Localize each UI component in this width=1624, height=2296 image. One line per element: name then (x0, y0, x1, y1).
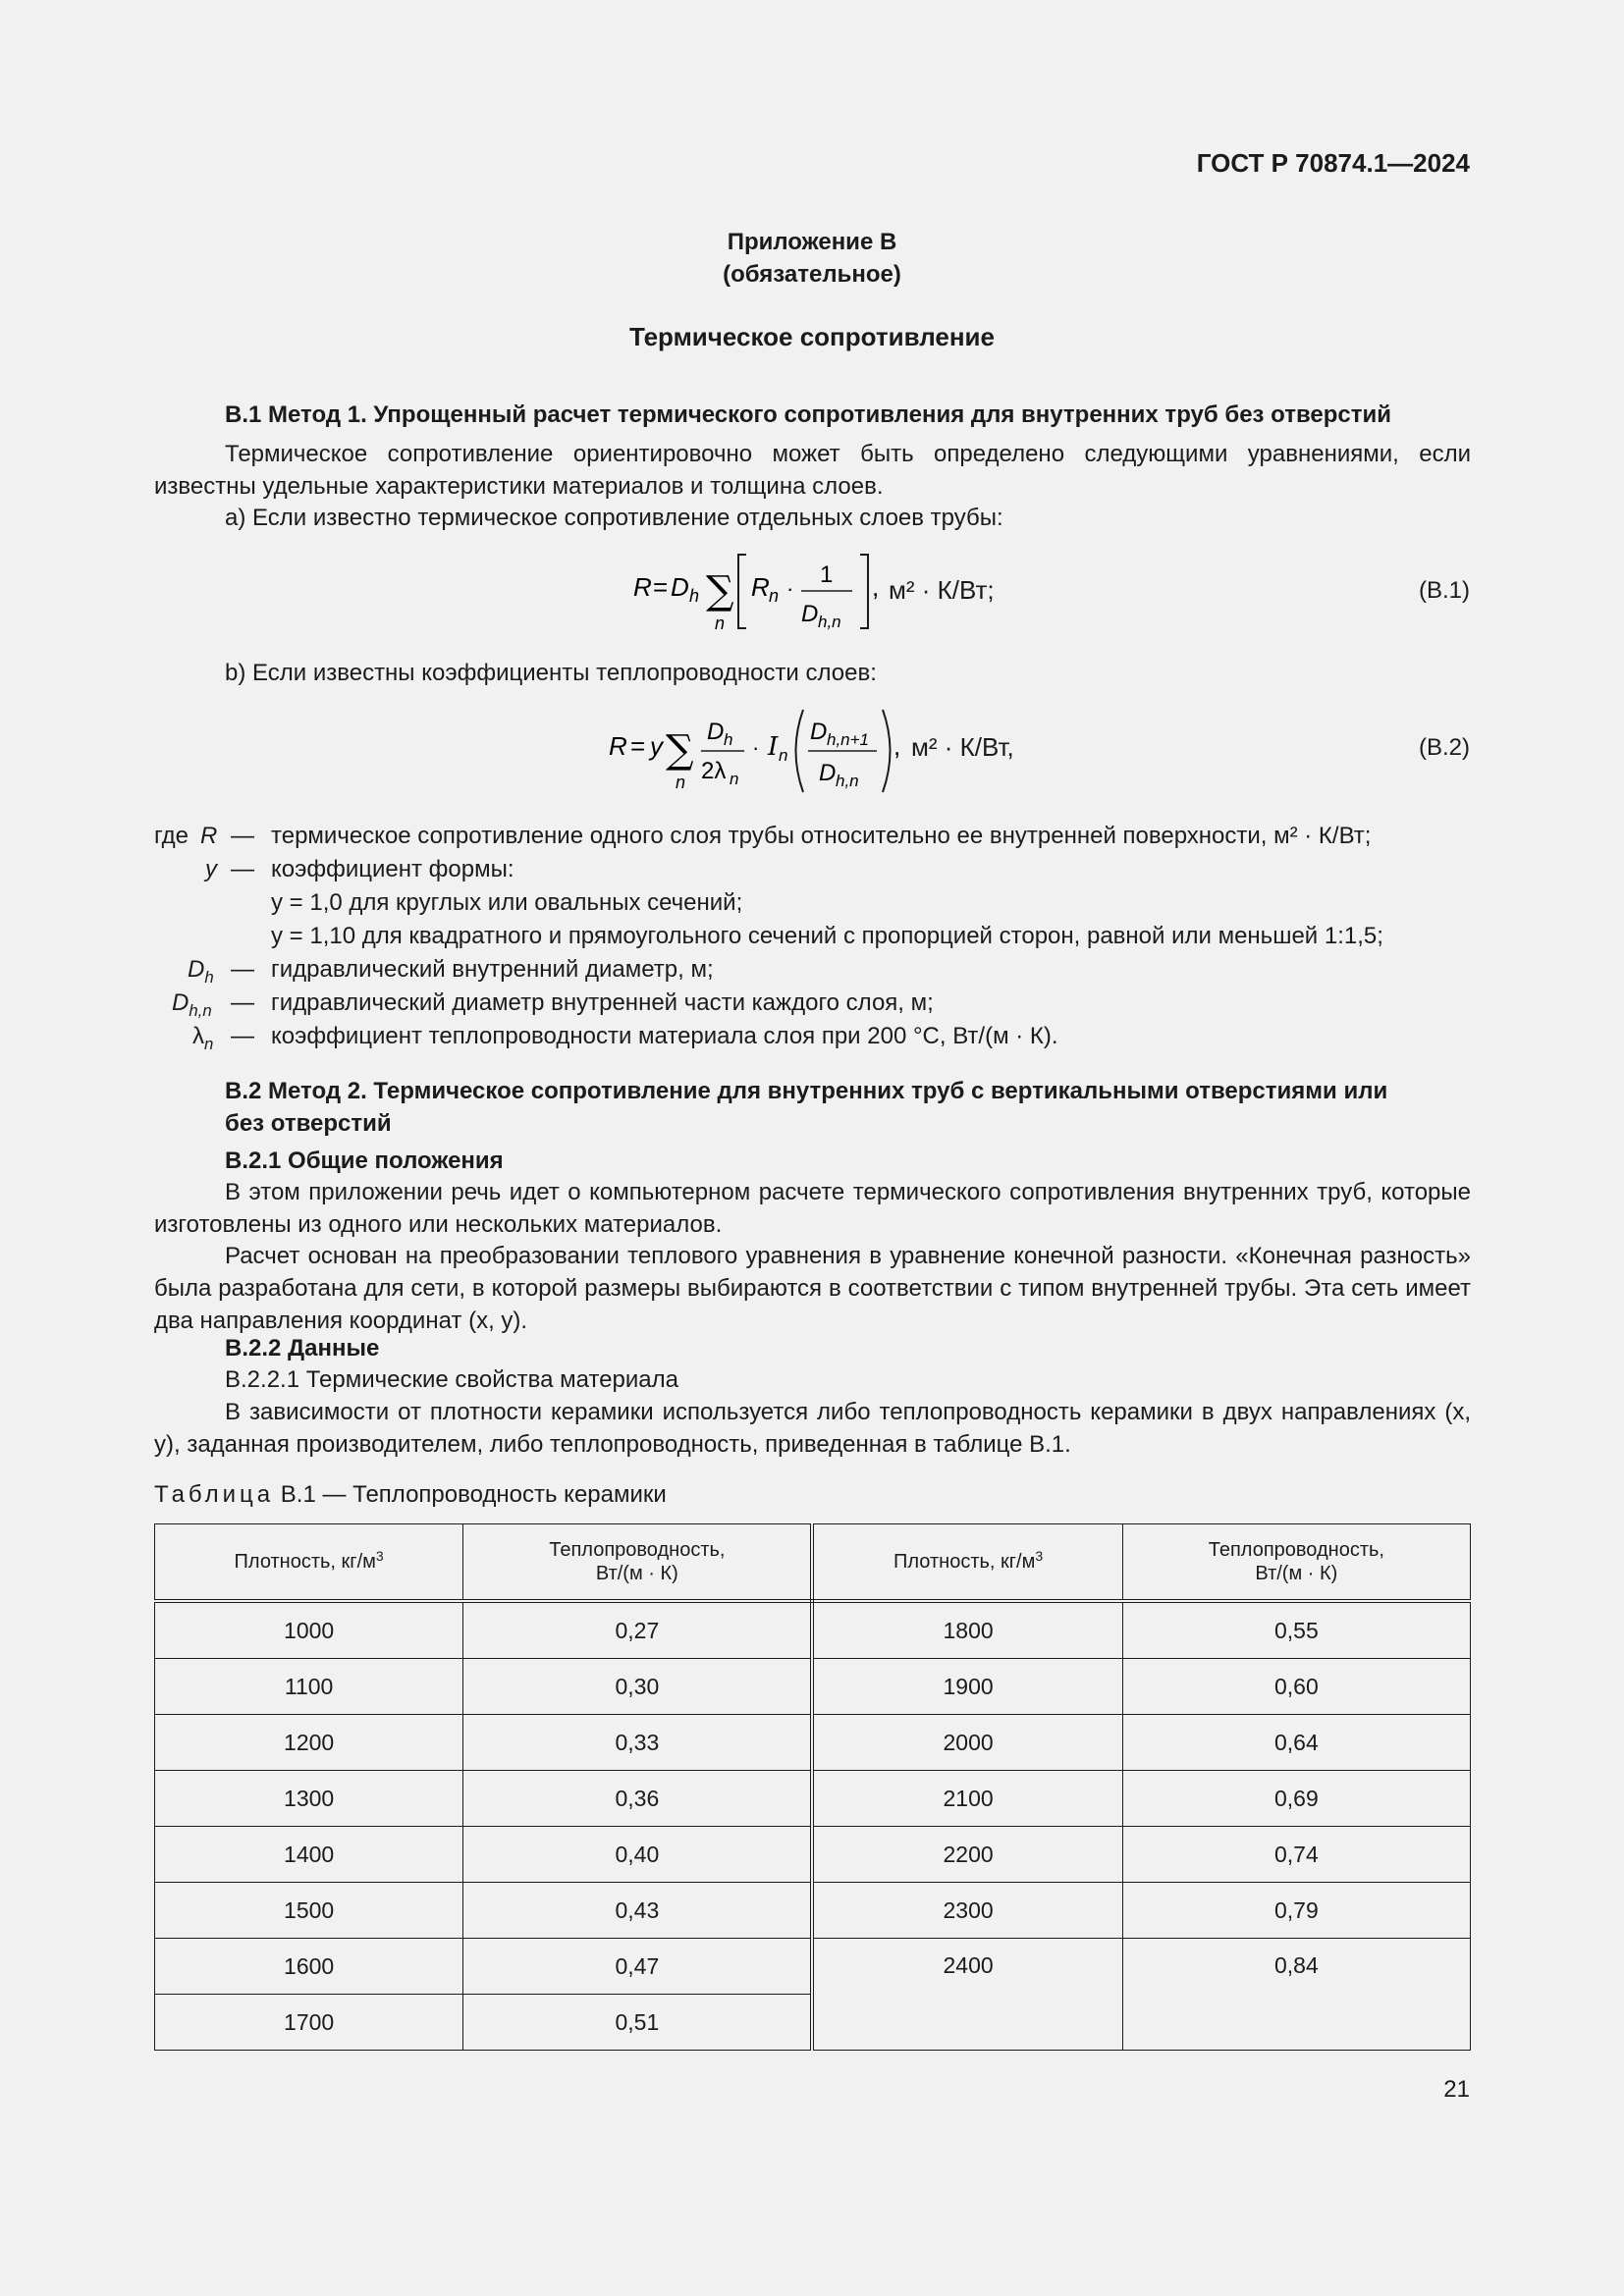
table-header-cell: Теплопроводность, Вт/(м · К) (1122, 1524, 1470, 1602)
definition-symbol: $\lambda_n$ (192, 1023, 214, 1053)
svg-text:n: n (779, 746, 788, 765)
svg-text:D: D (810, 719, 828, 745)
definition-symbol: $D_{h,n}$ (172, 989, 212, 1020)
table-caption-text: В.1 — Теплопроводность керамики (280, 1481, 667, 1508)
table-cell: 1800 (812, 1601, 1122, 1659)
svg-text:h,n+1: h,n+1 (827, 730, 870, 749)
table-cell: 2300 (812, 1883, 1122, 1939)
svg-text:1: 1 (820, 561, 834, 588)
definition-text: y = 1,10 для квадратного и прямоугольного сечений с пропорцией сторон, равной или меньшей 1:1,5; (271, 923, 1383, 949)
em-dash: — (231, 823, 254, 849)
table-header-cell: Плотность, $кг/м^3$ (155, 1524, 463, 1602)
equation-b2-units: м² · К/Вт, (911, 732, 1014, 762)
definition-text: коэффициент формы: (271, 856, 514, 882)
table-cell: 0,51 (463, 1995, 813, 2051)
table-row (155, 1659, 1471, 1715)
table-cell: 0,64 (1122, 1715, 1470, 1771)
svg-text:n: n (715, 614, 726, 633)
svg-text:n: n (676, 773, 686, 792)
svg-text:·: · (752, 735, 760, 760)
section-b221-paragraph: В зависимости от плотности керамики используется либо теплопроводность керамики в двух направлениях (x, y), заданная производителем, либо теплопроводность, приведенная в таблице В.1. (154, 1399, 1471, 1458)
table-cell: 0,36 (463, 1771, 813, 1827)
table-caption-prefix: Таблица (154, 1481, 275, 1508)
table-cell: 0,40 (463, 1827, 813, 1883)
item-a: а) Если известно термическое сопротивление отдельных слоев трубы: (225, 505, 1003, 531)
appendix-status: (обязательное) (723, 261, 901, 288)
table-cell: 2400 (812, 1939, 1122, 2051)
table-cell: 0,55 (1122, 1601, 1470, 1659)
table-cell: 0,27 (463, 1601, 813, 1659)
definition-prefix: где (154, 823, 189, 849)
appendix-title: Приложение В (727, 229, 897, 255)
svg-text:·: · (786, 576, 794, 601)
appendix-heading: Термическое сопротивление (628, 322, 995, 351)
section-b22-heading: В.2.2 Данные (225, 1335, 380, 1362)
definition-text: термическое сопротивление одного слоя трубы относительно ее внутренней поверхности, м² · К/Вт; (271, 823, 1372, 849)
equation-b1-units: м² · К/Вт; (889, 575, 995, 605)
svg-text:D: D (707, 719, 725, 745)
definition-symbol: R (200, 823, 218, 849)
table-cell: 1200 (155, 1715, 463, 1771)
svg-text:∑: ∑ (706, 568, 734, 614)
section-b21-heading: В.2.1 Общие положения (225, 1148, 504, 1174)
svg-text:R: R (609, 731, 627, 761)
table-cell: 0,69 (1122, 1771, 1470, 1827)
table-header-cell: Плотность, $кг/м^3$ (812, 1524, 1122, 1602)
section-b1-paragraph: Термическое сопротивление ориентировочно может быть определено следующими уравнениями, если известны удельные характеристики материалов и толщина слоев. (154, 441, 1471, 500)
svg-text:n: n (730, 770, 739, 788)
definition-symbol: $D_h$ (188, 956, 214, 987)
table-cell: 2000 (812, 1715, 1122, 1771)
table-cell: 2200 (812, 1827, 1122, 1883)
table-cell: 0,74 (1122, 1827, 1470, 1883)
svg-text:I: I (768, 732, 779, 762)
table-cell: 1400 (155, 1827, 463, 1883)
table-cell: 0,79 (1122, 1883, 1470, 1939)
table-cell: 0,33 (463, 1715, 813, 1771)
table-row (155, 1939, 1471, 1995)
table-cell: 1300 (155, 1771, 463, 1827)
equation-b2-number: (В.2) (1418, 734, 1470, 761)
section-b2-heading-cont: без отверстий (225, 1110, 392, 1137)
svg-text:n: n (769, 586, 780, 606)
svg-text:=: = (653, 572, 669, 602)
definition-text: гидравлический диаметр внутренней части каждого слоя, м; (271, 989, 934, 1016)
svg-text:R: R (751, 572, 770, 602)
em-dash: — (231, 856, 254, 882)
svg-text:h,n: h,n (836, 772, 859, 790)
section-b21-paragraph-1: В этом приложении речь идет о компьютерном расчете термического сопротивления внутренних труб, которые изготовлены из одного или нескольких материалов. (154, 1179, 1471, 1238)
definition-text: y = 1,0 для круглых или овальных сечений; (271, 889, 743, 916)
table-row (155, 1827, 1471, 1883)
table-cell: 1600 (155, 1939, 463, 1995)
svg-text:h: h (724, 730, 733, 749)
em-dash: — (231, 989, 254, 1016)
table-cell: 2100 (812, 1771, 1122, 1827)
definitions-list (0, 820, 1624, 1055)
table-row (155, 1715, 1471, 1771)
page-number: 21 (1443, 2076, 1470, 2103)
table-cell: 1900 (812, 1659, 1122, 1715)
table-cell: 0,60 (1122, 1659, 1470, 1715)
svg-text:D: D (801, 601, 819, 627)
svg-text:,: , (872, 572, 880, 602)
svg-text:,: , (893, 731, 901, 761)
svg-text:=: = (630, 731, 646, 761)
table-row (155, 1771, 1471, 1827)
table-caption (154, 1478, 667, 1511)
table-cell: 0,43 (463, 1883, 813, 1939)
svg-text:2λ: 2λ (701, 758, 727, 784)
svg-text:h,n: h,n (818, 613, 841, 631)
table-cell: 0,84 (1122, 1939, 1470, 2051)
section-b21-paragraph-2: Расчет основан на преобразовании теплового уравнения в уравнение конечной разности. «Конечная разность» была разработана для сети, в которой размеры выбираются в соответствии с типом внутренней трубы. Эта сеть имеет два направления координат (x, y). (154, 1243, 1471, 1334)
conductivity-table (154, 1523, 1471, 2051)
table-cell: 1100 (155, 1659, 463, 1715)
svg-text:h: h (689, 586, 700, 606)
em-dash: — (231, 956, 254, 983)
section-b221-heading: В.2.2.1 Термические свойства материала (225, 1366, 678, 1393)
svg-text:D: D (671, 572, 689, 602)
equation-b1-number: (В.1) (1418, 577, 1470, 604)
table-cell: 1700 (155, 1995, 463, 2051)
table-cell: 0,30 (463, 1659, 813, 1715)
item-b: b) Если известны коэффициенты теплопроводности слоев: (225, 660, 877, 686)
table-row (155, 1883, 1471, 1939)
section-b2-heading: В.2 Метод 2. Термическое сопротивление для внутренних труб с вертикальными отверстиями или (225, 1078, 1388, 1104)
definition-text: коэффициент теплопроводности материала слоя при 200 °С, Вт/(м · К). (271, 1023, 1058, 1049)
table-cell: 1500 (155, 1883, 463, 1939)
document-number: ГОСТ Р 70874.1—2024 (1196, 148, 1470, 178)
svg-text:R: R (633, 572, 652, 602)
svg-text:D: D (819, 760, 837, 786)
section-b1-heading: В.1 Метод 1. Упрощенный расчет термического сопротивления для внутренних труб без отверстий (225, 401, 1392, 428)
table-header-row (155, 1524, 1471, 1602)
definition-text: гидравлический внутренний диаметр, м; (271, 956, 714, 983)
svg-text:∑: ∑ (666, 727, 694, 773)
svg-text:y: y (650, 731, 663, 761)
table-cell: 1000 (155, 1601, 463, 1659)
table-header-cell: Теплопроводность, Вт/(м · К) (463, 1524, 813, 1602)
definition-symbol: y (205, 856, 217, 882)
table-row (155, 1601, 1471, 1659)
table-cell: 0,47 (463, 1939, 813, 1995)
em-dash: — (231, 1023, 254, 1049)
